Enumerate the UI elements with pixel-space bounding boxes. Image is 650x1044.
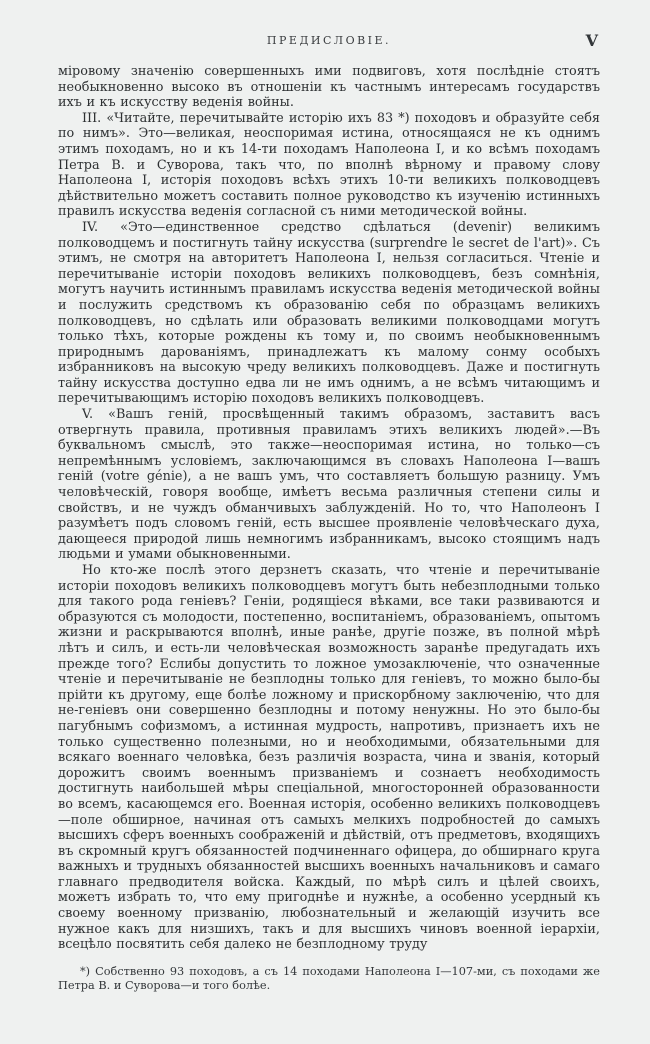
paragraph-section-3: III. «Читайте, перечитывайте исторію ихъ 83 *) походовъ и образуйте себя по нимъ». Это—великая, неоспоримая истина, относящаяся не къ однимъ этимъ походамъ, но и къ 14-ти походамъ Наполеона I, и ко всѣмъ походамъ Петра В. и Суворова, такъ что, по вполнѣ вѣрному и правому слову Наполеона I, исторія походовъ всѣхъ этихъ 10-ти великихъ полководцевъ дѣйствительно можетъ составить полное руководство къ изученію истинныхъ правилъ искусства веденія согласной съ ними методической войны. bbox=[58, 110, 600, 220]
paragraph-section-5: V. «Вашъ геній, просвѣщенный такимъ образомъ, заставитъ васъ отвергнуть правила, противныя правиламъ этихъ великихъ людей».—Въ буквальномъ смыслѣ, это также—неоспоримая истина, но только—съ непремѣннымъ условіемъ, заключающимся въ словахъ Наполеона I—вашъ геній (votre génie), а не вашъ умъ, что составляетъ большую разницу. Умъ человѣческій, говоря вообще, имѣетъ весьма различныя степени силы и свойствъ, и не чуждъ обманчивыхъ заблужденій. Но то, что Наполеонъ I разумѣетъ подъ словомъ геній, есть высшее проявленіе человѣческаго духа, дающееся природой лишь немногимъ избранникамъ, высоко стоящимъ надъ людьми и умами обыкновенными. bbox=[58, 407, 600, 563]
paragraph-discussion: Но кто-же послѣ этого дерзнетъ сказать, что чтеніе и перечитываніе исторіи походовъ великихъ полководцевъ могутъ быть небезплодными только для такого рода геніевъ? Геніи, родящіеся вѣками, все таки развиваются и образуются съ молодости, постепенно, воспитаніемъ, образованіемъ, опытомъ жизни и раскрываются вполнѣ, иные ранѣе, другіе позже, въ полной мѣрѣ лѣтъ и силъ, и есть-ли человѣческая возможность заранѣе предугадать ихъ прежде того? Еслибы допустить то ложное умозаключеніе, что означенные чтеніе и перечитываніе не безплодны только для геніевъ, то можно было-бы прійти къ другому, еще болѣе ложному и прискорбному заключенію, что для не-геніевъ они совершенно безплодны и потому ненужны. Но это было-бы пагубнымъ софизмомъ, а истинная мудрость, напротивъ, признаетъ ихъ не только существенно полезными, но и необходимыми, обязательными для всякаго военнаго человѣка, безъ различія возраста, чина и званія, который дорожитъ своимъ военнымъ призваніемъ и сознаетъ необходимость достигнуть наибольшей мѣры спеціальной, многосторонней образованности во всемъ, касающемся его. Военная исторія, особенно великихъ полководцевъ—поле обширное, начиная отъ самыхъ мелкихъ подробностей до самыхъ высшихъ сферъ военныхъ соображеній и дѣйствій, отъ предметовъ, входящихъ въ скромный кругъ обязанностей подчиненнаго офицера, до обширнаго круга важныхъ и трудныхъ обязанностей высшихъ военныхъ начальниковъ и самаго главнаго предводителя войска. Каждый, по мѣрѣ силъ и цѣлей своихъ, можетъ избрать то, что ему пригоднѣе и нужнѣе, а особенно усердный къ своему военному призванію, любознательный и желающій изучить все нужное какъ для низшихъ, такъ и для высшихъ чиновъ военной іерархіи, всецѣло посвятить себя далеко не безплодному труду bbox=[58, 563, 600, 953]
page-body bbox=[58, 64, 600, 953]
running-title: ПРЕДИСЛОВІЕ. bbox=[266, 34, 392, 47]
paragraph-section-4: IV. «Это—единственное средство сдѣлаться (devenir) великимъ полководцемъ и постигнуть тайну искусства (surprendre le secret de l'art)». Съ этимъ, не смотря на авторитетъ Наполеона I, нельзя согласиться. Чтеніе и перечитываніе исторіи походовъ великихъ полководцевъ, безъ сомнѣнія, могутъ научить истиннымъ правиламъ искусства веденія методической войны и послужить средствомъ къ образованію себя по образцамъ великихъ полководцевъ, но сдѣлать или образовать великими полководцами могутъ только тѣхъ, которые рождены къ тому и, по своимъ необыкновеннымъ природнымъ дарованіямъ, принадлежатъ къ малому сонму особыхъ избранниковъ на высокую чреду великихъ полководцевъ. Даже и постигнуть тайну искусства доступно едва ли не имъ однимъ, а не всѣмъ читающимъ и перечитывающимъ исторію походовъ великихъ полководцевъ. bbox=[58, 219, 600, 407]
page-header bbox=[58, 31, 600, 56]
footnote-text: *) Собственно 93 походовъ, а съ 14 походами Наполеона I—107-ми, съ походами же Петра В. и Суворова—и того болѣе. bbox=[58, 964, 600, 992]
paragraph-continuation: міровому значенію совершенныхъ ими подвиговъ, хотя послѣдніе стоятъ необыкновенно высоко въ отношеніи къ частнымъ интересамъ государствъ ихъ и къ искусству веденія войны. bbox=[58, 64, 600, 111]
page-number: V bbox=[585, 31, 598, 50]
footnote-block bbox=[58, 965, 600, 993]
